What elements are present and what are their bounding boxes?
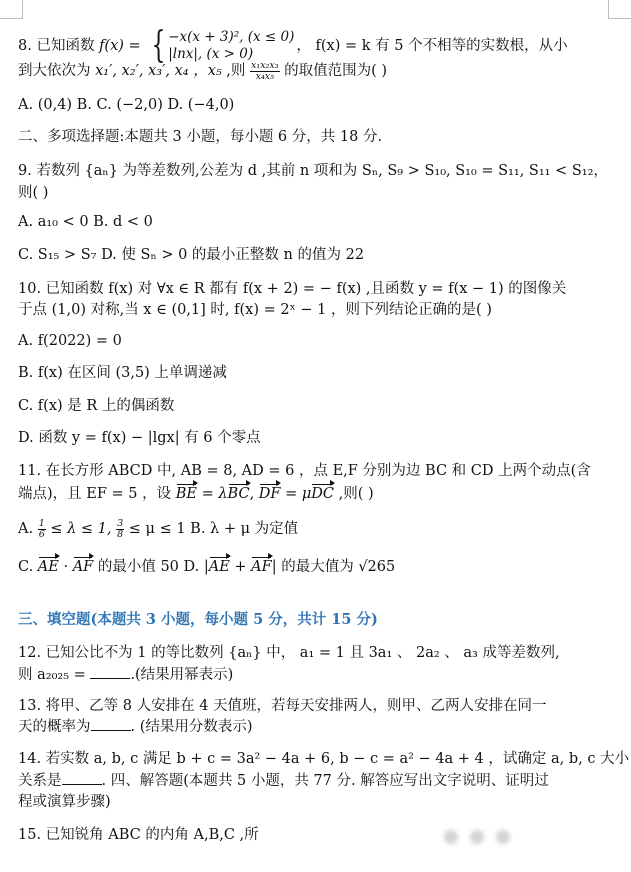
q11-opt-a-post: ≤ μ ≤ 1 B. λ + μ 为定值 (124, 521, 299, 537)
question-11-line-1: 11. 在长方形 ABCD 中, AB = 8, AD = 6 ，点 E,F 分别为边 BC 和 CD 上两个动点(含 (18, 463, 591, 479)
page-corner-mark-right (608, 0, 631, 19)
question-9-options-cd: C. S₁₅ > S₇ D. 使 Sₙ > 0 的最小正整数 n 的值为 22 (18, 247, 365, 263)
q11-plus: + (229, 559, 252, 575)
question-9-line-1: 9. 若数列 {aₙ} 为等差数列,公差为 d ,其前 n 项和为 Sₙ, S₉ > S₁₀, S₁₀ = S₁₁, S₁₁ < S₁₂， (18, 163, 608, 179)
answer-blank[interactable] (91, 716, 131, 731)
q11-dot: · (58, 559, 73, 575)
fraction-denominator: 6 (38, 528, 45, 540)
question-10-line-2: 于点 (1,0) 对称,当 x ∈ (0,1] 时, f(x) = 2ˣ − 1 ，则下列结论正确的是( ) (18, 302, 492, 318)
q12-line2-text: 则 a₂₀₂₅ = (18, 667, 91, 683)
q14-line2-text: 关系是 (18, 773, 62, 789)
q8-case-2: |lnx|, (x > 0) (168, 46, 254, 62)
vector-be: BE (176, 483, 197, 505)
vector-df: DF (259, 483, 281, 505)
question-14-line-2 (18, 770, 614, 792)
vector-ae-2: AE (209, 556, 230, 578)
q8-text-post: ， f(x) = k 有 5 个不相等的实数根，从小 (296, 38, 568, 54)
q11-line2-text: 端点)，且 EF = 5 ，设 (18, 486, 176, 502)
watermark-dots-icon (440, 822, 520, 852)
question-15-line-1: 15. 已知锐角 ABC 的内角 A,B,C ,所 (18, 827, 259, 843)
q8-fraction (250, 61, 280, 82)
question-12-line-2 (18, 664, 614, 686)
q8-fraction-denominator: x₄x₅ (255, 70, 274, 82)
question-11-line-2 (18, 483, 614, 505)
q11-fraction-2 (116, 519, 124, 540)
q8-line2-mid: ,则 (221, 63, 251, 79)
q13-line2-post: . (结果用分数表示) (130, 719, 253, 735)
q11-eq2: = μ (280, 486, 312, 502)
q8-cases (168, 29, 294, 63)
vector-ae: AE (38, 556, 59, 578)
watermark-fade (262, 822, 452, 856)
question-13-line-2 (18, 716, 614, 738)
question-8-options: A. (0,4) B. C. (−2,0) D. (−4,0) (18, 97, 235, 113)
q8-line2-post: 的取值范围为( ) (279, 63, 388, 79)
q11-eq1: = λ (196, 486, 228, 502)
question-13-line-1: 13. 将甲、乙等 8 人安排在 4 天值班，若每天安排两人，则甲、乙两人安排在同一 (18, 698, 547, 714)
answer-blank[interactable] (90, 664, 130, 679)
q11-opt-d-post: | 的最大值为 √265 (271, 559, 396, 575)
fraction-numerator: 3 (117, 517, 124, 529)
question-10-option-c: C. f(x) 是 R 上的偶函数 (18, 398, 175, 414)
question-10-option-b: B. f(x) 在区间 (3,5) 上单调递减 (18, 365, 227, 381)
q8-function-label: f(x) = (99, 38, 146, 54)
q12-line2-post: .(结果用幂表示) (130, 667, 234, 683)
question-11-options-ab (18, 516, 614, 542)
question-11-options-cd (18, 556, 614, 578)
vector-bc: BC (228, 483, 250, 505)
q11-opt-a-mid: ≤ λ ≤ 1, (45, 521, 117, 537)
q8-roots: x₁′, x₂′, x₃′, x₄ ，x₅ (95, 63, 222, 79)
question-9-options-ab: A. a₁₀ < 0 B. d < 0 (18, 214, 153, 230)
q14-line2-post: . 四、解答题(本题共 5 小题，共 77 分. 解答应写出文字说明、证明过 (101, 773, 549, 789)
fraction-denominator: 8 (117, 528, 124, 540)
q13-line2-text: 天的概率为 (18, 719, 91, 735)
q8-line2-text: 到大依次为 (18, 63, 96, 79)
q11-comma: , (249, 486, 259, 502)
question-14-line-1: 14. 若实数 a, b, c 满足 b + c = 3a² − 4a + 6, b − c = a² − 4a + 4 ，试确定 a, b, c 大小 (18, 751, 630, 767)
q8-case-1: −x(x + 3)², (x ≤ 0) (168, 29, 295, 45)
vector-af: AF (73, 556, 94, 578)
brace-icon: { (151, 25, 166, 66)
q11-opt-a-label: A. (18, 521, 38, 537)
question-9-line-2: 则( ) (18, 185, 49, 201)
q11-opt-c-post: 的最小值 50 D. | (93, 559, 209, 575)
q11-line2-post: ,则( ) (334, 486, 374, 502)
vector-dc: DC (311, 483, 334, 505)
question-10-option-a: A. f(2022) = 0 (18, 333, 122, 349)
section-3-heading: 三、填空题(本题共 3 小题，每小题 5 分，共计 15 分) (18, 611, 378, 628)
section-2-heading: 二、多项选择题:本题共 3 小题，每小题 6 分，共 18 分. (18, 129, 383, 145)
fraction-numerator: 1 (38, 517, 45, 529)
q11-opt-c-label: C. (18, 559, 38, 575)
question-8-line-2 (18, 60, 614, 82)
question-14-line-3: 程或演算步骤) (18, 794, 111, 810)
page-corner-mark-left (0, 0, 23, 19)
vector-af-2: AF (251, 556, 272, 578)
answer-blank[interactable] (62, 770, 102, 785)
question-10-option-d: D. 函数 y = f(x) − |lgx| 有 6 个零点 (18, 430, 261, 446)
q11-fraction-1 (38, 519, 46, 540)
question-10-line-1: 10. 已知函数 f(x) 对 ∀x ∈ R 都有 f(x + 2) = − f(x) ,且函数 y = f(x − 1) 的图像关 (18, 281, 567, 297)
q8-text: 8. 已知函数 (18, 38, 100, 54)
question-12-line-1: 12. 已知公比不为 1 的等比数列 {aₙ} 中， a₁ = 1 且 3a₁ 、 2a₂ 、 a₃ 成等差数列, (18, 645, 560, 661)
q8-fraction-numerator: x₁x₂x₃ (251, 59, 279, 71)
